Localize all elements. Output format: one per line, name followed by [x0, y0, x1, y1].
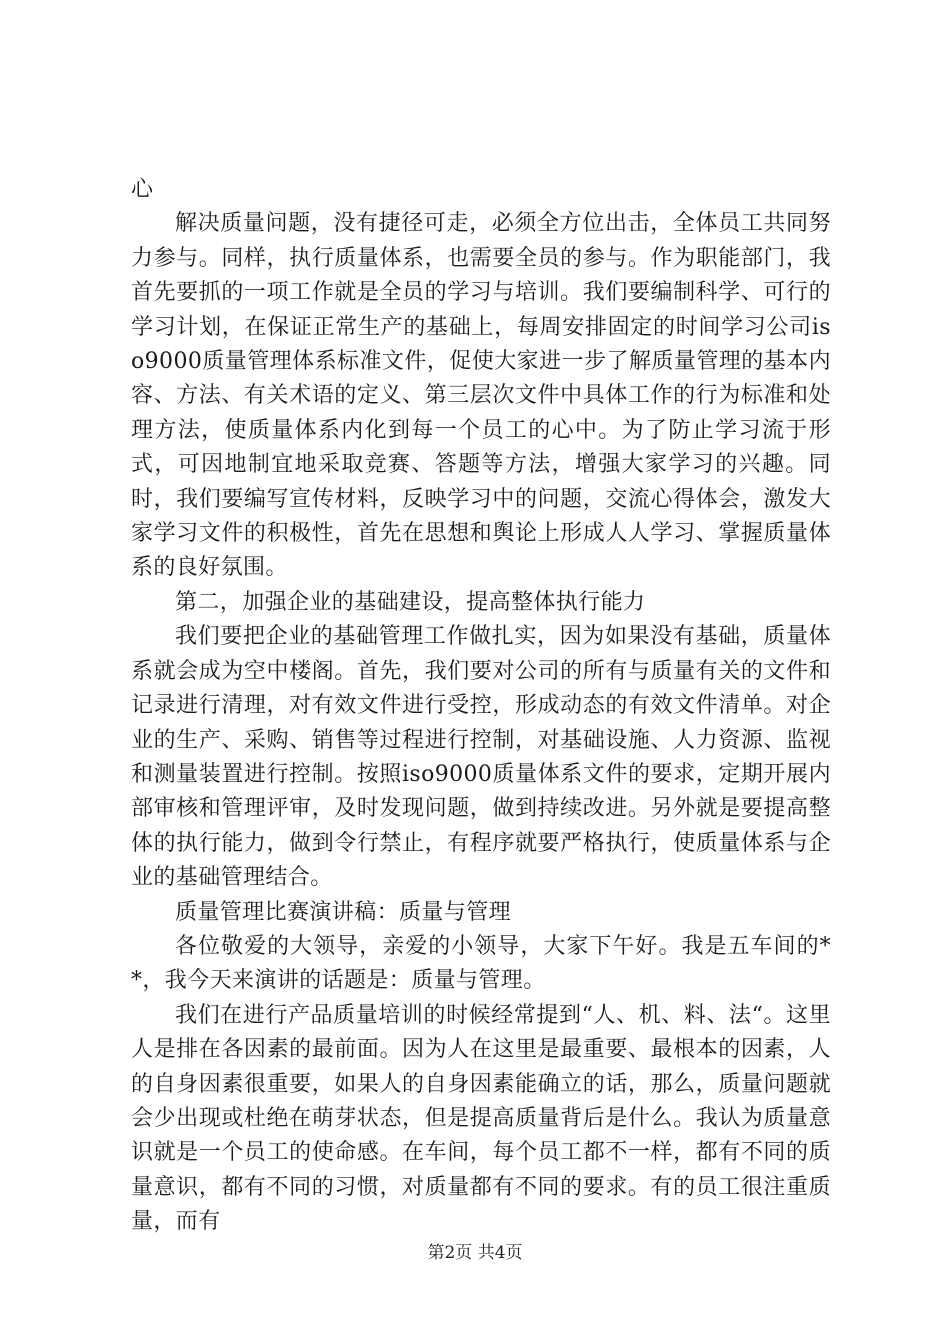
paragraph-continuation: 心 — [131, 177, 154, 202]
section-heading: 第二，加强企业的基础建设，提高整体执行能力 — [175, 589, 646, 615]
page-footer: 第2页 共4页 — [427, 1243, 523, 1263]
paragraph: 解决质量问题，没有捷径可走，必须全方位出击，全体员工共同努力参与。同样，执行质量体系，也需要全员的参与。作为职能部门，我首先要抓的一项工作就是全员的学习与培训。我们要编制科学、可行的学习计划，在保证正常生产的基础上，每周安排固定的时间学习公司iso9000质量管理体系标准文件，促使大家进一步了解质量管理的基本内容、方法、有关术语的定义、第三层次文件中具体工作的行为标准和处理方法，使质量体系内化到每一个员工的心中。为了防止学习流于形式，可因地制宜地采取竞赛、答题等方法，增强大家学习的兴趣。同时，我们要编写宣传材料，反映学习中的问题，交流心得体会，激发大家学习文件的积极性，首先在思想和舆论上形成人人学习、掌握质量体系的良好氛围。 — [131, 211, 831, 581]
paragraph: 我们在进行产品质量培训的时候经常提到“人、机、料、法“。这里人是排在各因素的最前面。因为人在这里是最重要、最根本的因素，人的自身因素很重要，如果人的自身因素能确立的话，那么，质量问题就会少出现或杜绝在萌芽状态，但是提高质量背后是什么。我认为质量意识就是一个员工的使命感。在车间，每个员工都不一样，都有不同的质量意识，都有不同的习惯，对质量都有不同的要求。有的员工很注重质量，而有 — [131, 1002, 831, 1235]
document-body — [131, 173, 831, 1240]
paragraph: 各位敬爱的大领导，亲爱的小领导，大家下午好。我是五车间的**，我今天来演讲的话题是：质量与管理。 — [131, 933, 831, 994]
speech-title: 质量管理比赛演讲稿：质量与管理 — [175, 899, 512, 925]
paragraph: 我们要把企业的基础管理工作做扎实，因为如果没有基础，质量体系就会成为空中楼阁。首先，我们要对公司的所有与质量有关的文件和记录进行清理，对有效文件进行受控，形成动态的有效文件清单。对企业的生产、采购、销售等过程进行控制，对基础设施、人力资源、监视和测量装置进行控制。按照iso9000质量体系文件的要求，定期开展内部审核和管理评审，及时发现问题，做到持续改进。另外就是要提高整体的执行能力，做到令行禁止，有程序就要严格执行，使质量体系与企业的基础管理结合。 — [131, 624, 831, 891]
